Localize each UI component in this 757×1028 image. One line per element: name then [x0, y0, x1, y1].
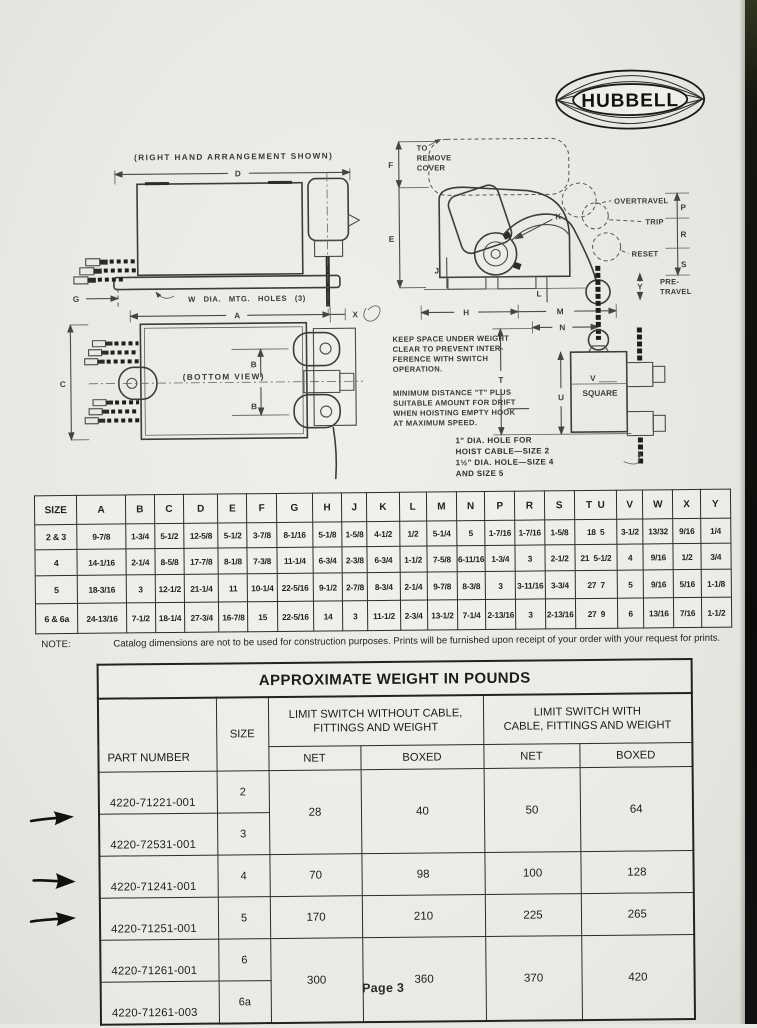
dim-cell: 2-13/16 — [486, 599, 516, 629]
dim-cell: 4 — [617, 544, 643, 570]
dim-cell: 3 — [485, 571, 515, 599]
dim-size-cell: 4 — [35, 549, 78, 575]
dim-cell: 1-1/2 — [399, 546, 426, 572]
dim-col-header: X — [673, 489, 700, 518]
dim-cell: 9/16 — [643, 570, 673, 598]
keep-space-line4: OPERATION. — [393, 364, 443, 373]
part-number: 4220-72531-001 — [99, 813, 217, 856]
dim-cell: 5-1/4 — [426, 521, 456, 546]
dim-cell: 1-1/8 — [701, 569, 732, 597]
dim-cell: 18 5 — [574, 519, 617, 544]
weight-row — [99, 767, 693, 815]
dim-cell: 13/16 — [644, 598, 674, 628]
dim-P: P — [680, 203, 686, 212]
dim-cell: 24-13/16 — [78, 603, 127, 633]
dim-E: E — [389, 235, 395, 244]
size-header: SIZE — [216, 697, 269, 771]
weight-value: 420 — [581, 935, 695, 1021]
dim-cell: 3-7/8 — [247, 522, 276, 547]
size-value: 3 — [217, 813, 269, 855]
dim-cell: 3 — [515, 545, 544, 571]
dim-col-header: E — [218, 494, 247, 523]
dim-col-header: B — [125, 495, 154, 524]
dim-size-cell: 5 — [35, 575, 78, 603]
dim-cell: 2-7/8 — [342, 573, 367, 601]
dim-M: M — [557, 307, 564, 316]
dim-col-header: R — [515, 491, 544, 520]
footnote-text: Catalog dimensions are not to be used for construction purposes. Prints will be furnished upon receipt of your order with your request for prints. — [113, 633, 720, 650]
dim-cell: 2-3/4 — [400, 600, 427, 630]
dim-col-header: M — [426, 492, 456, 521]
square-label: SQUARE — [582, 389, 618, 398]
min-distance-line1: MINIMUM DISTANCE "T" PLUS — [393, 388, 511, 398]
weight-row — [99, 851, 693, 899]
weight-value: 300 — [270, 938, 363, 1023]
dim-cell: 9-1/2 — [313, 573, 342, 601]
dim-cell: 2-1/4 — [400, 572, 427, 600]
dim-cell: 3-3/4 — [545, 571, 575, 599]
dim-col-header: J — [342, 493, 367, 522]
dim-cell: 17-7/8 — [184, 548, 218, 574]
dim-cell: 8-3/8 — [457, 571, 485, 599]
dim-J: J — [434, 266, 439, 275]
dim-cell: 21 5-1/2 — [575, 544, 618, 570]
weight-table — [97, 658, 697, 1026]
dim-cell: 9-7/8 — [77, 524, 126, 549]
dim-cell: 1-5/8 — [544, 520, 574, 545]
hole-note-line2: HOIST CABLE—SIZE 2 — [455, 446, 549, 456]
dim-cell: 1/2 — [399, 521, 426, 546]
dim-col-header: S — [544, 491, 574, 520]
page-number: Page 3 — [5, 977, 757, 998]
dim-K: K — [555, 212, 561, 221]
dim-cell: 21-1/4 — [184, 574, 219, 602]
weight-row — [100, 935, 694, 983]
dim-cell: 2-1/4 — [126, 549, 155, 575]
size-value: 2 — [217, 771, 269, 813]
keep-space-line1: KEEP SPACE UNDER WEIGHT — [392, 334, 509, 344]
dim-cell: 1/4 — [700, 518, 731, 543]
group-with-header — [483, 693, 693, 745]
footnote-label: NOTE: — [41, 639, 113, 651]
footnote — [41, 633, 741, 651]
keep-space-line3: FERENCE WITH SWITCH — [393, 354, 489, 364]
dim-cell: 6-11/16 — [457, 545, 485, 571]
logo-text: HUBBELL — [581, 90, 679, 112]
weight-row — [100, 893, 694, 941]
group-without-header — [268, 695, 483, 747]
part-number: 4220-71251-001 — [100, 897, 218, 940]
size-value: 6a — [219, 981, 271, 1024]
dim-col-header: A — [77, 495, 126, 524]
net-header: NET — [483, 744, 579, 769]
weight-value: 70 — [269, 854, 361, 897]
weight-value: 128 — [580, 851, 693, 894]
dimension-drawings — [24, 115, 744, 500]
dim-cell: 3-11/16 — [516, 571, 545, 599]
margin-arrow-icon — [27, 805, 83, 831]
pretravel-line1: PRE- — [660, 277, 680, 286]
dim-cell: 1-3/4 — [485, 545, 515, 571]
weight-value: 28 — [269, 770, 362, 855]
weight-table-header-row — [98, 693, 693, 748]
dim-cell: 12-5/8 — [184, 523, 218, 548]
dim-size-cell: 6 & 6a — [35, 603, 78, 633]
dim-cell: 10-1/4 — [248, 573, 277, 601]
dim-cell: 7-5/8 — [427, 546, 457, 572]
dim-col-header: N — [456, 491, 484, 520]
dim-V: V — [590, 374, 596, 383]
min-distance-line2: SUITABLE AMOUNT FOR DRIFT — [393, 398, 516, 408]
part-number: 4220-71241-001 — [99, 855, 217, 898]
dim-col-header: G — [276, 493, 313, 522]
weight-value: 64 — [580, 767, 694, 852]
dim-T: T — [498, 376, 503, 385]
pretravel-line2: TRAVEL — [660, 287, 692, 296]
weight-value: 170 — [270, 896, 362, 939]
dim-col-header: W — [643, 490, 673, 519]
dim-cell: 11-1/2 — [368, 600, 401, 630]
dim-cell: 5-1/2 — [155, 523, 184, 548]
margin-arrow-icon — [27, 906, 82, 931]
dim-cell: 15 — [248, 601, 277, 631]
boxed-header: BOXED — [360, 745, 483, 770]
dim-cell: 3 — [516, 599, 545, 629]
dim-cell: 5-1/8 — [313, 522, 342, 547]
dim-cell: 13-1/2 — [427, 600, 457, 630]
dim-cell: 6 — [617, 598, 643, 628]
group-without-line1: LIMIT SWITCH WITHOUT CABLE, — [269, 706, 481, 722]
dim-col-header: L — [399, 492, 426, 521]
dim-cell: 6-3/4 — [367, 546, 399, 572]
dimension-table — [34, 489, 732, 635]
dim-cell: 3/4 — [701, 543, 732, 569]
size-value: 6 — [218, 939, 270, 981]
dim-cell: 2-1/2 — [544, 545, 574, 571]
dim-col-header: D — [183, 494, 218, 523]
bottom-view-caption: (BOTTOM VIEW) — [183, 372, 265, 382]
dim-cell: 27 9 — [575, 598, 618, 628]
dim-cell: 5-1/2 — [218, 523, 247, 548]
weight-value: 360 — [362, 937, 486, 1023]
dim-H: H — [463, 308, 469, 317]
min-distance-line4: AT MAXIMUM SPEED. — [393, 418, 477, 428]
dim-col-header: F — [247, 493, 276, 522]
dim-cell: 16-7/8 — [219, 602, 248, 632]
dim-cell: 18-3/16 — [78, 575, 127, 603]
dim-cell: 5 — [457, 520, 485, 545]
remove-cover-line2: REMOVE — [417, 153, 452, 162]
right-hand-caption: (RIGHT HAND ARRANGEMENT SHOWN) — [134, 151, 333, 162]
dim-row-size-6-6a — [35, 597, 731, 634]
dim-col-header: T U — [574, 490, 617, 519]
hole-note-line1: 1" DIA. HOLE FOR — [455, 436, 532, 446]
group-with-line2: CABLE, FITTINGS AND WEIGHT — [485, 718, 691, 734]
dim-cell: 1-1/2 — [701, 597, 732, 627]
dim-D: D — [235, 169, 241, 178]
weight-value: 100 — [484, 852, 580, 895]
dim-cell: 3 — [126, 575, 155, 603]
dim-S: S — [681, 260, 687, 269]
dim-C: C — [60, 380, 66, 389]
reset-label: RESET — [632, 249, 659, 258]
dim-cell: 9/16 — [673, 518, 700, 543]
dim-cell: 8-1/8 — [218, 548, 247, 574]
part-number-header: PART NUMBER — [98, 698, 217, 773]
dim-size-cell: 2 & 3 — [35, 524, 78, 549]
dim-col-header: SIZE — [34, 495, 77, 524]
remove-cover-line1: TO — [417, 144, 428, 153]
dim-col-header: P — [485, 491, 515, 520]
dim-cell: 7/16 — [674, 597, 701, 627]
dim-X: X — [352, 310, 358, 319]
dim-cell: 9/16 — [643, 544, 673, 570]
dim-cell: 22-5/16 — [277, 601, 314, 631]
dim-cell: 11-1/4 — [277, 547, 313, 573]
dim-A: A — [234, 311, 240, 320]
dim-cell: 8-1/16 — [276, 522, 312, 547]
dim-B-upper: B — [251, 360, 257, 369]
dim-col-header: K — [367, 492, 399, 521]
weight-table-title-row — [98, 659, 692, 699]
hole-note-line3: 1½" DIA. HOLE—SIZE 4 — [456, 457, 554, 467]
dim-L: L — [536, 289, 541, 298]
margin-arrow-icon — [30, 869, 85, 892]
part-number: 4220-71261-003 — [101, 981, 219, 1025]
dim-cell: 14 — [313, 601, 342, 631]
dim-col-header: V — [616, 490, 642, 519]
dim-cell: 7-1/4 — [457, 599, 485, 629]
weight-value: 210 — [362, 895, 485, 938]
dim-G: G — [73, 295, 79, 304]
min-distance-line3: WHEN HOISTING EMPTY HOOK — [393, 408, 516, 418]
dim-cell: 12-1/2 — [155, 574, 184, 602]
dim-cell: 2-3/8 — [342, 547, 367, 573]
part-number: 4220-71261-001 — [100, 939, 218, 982]
dim-cell: 13/32 — [643, 519, 673, 544]
dim-cell: 7-1/2 — [126, 603, 155, 633]
dim-cell: 27 7 — [575, 570, 618, 598]
weight-value: 98 — [361, 853, 484, 896]
weight-value: 50 — [484, 768, 581, 853]
weight-value: 40 — [361, 769, 485, 854]
dim-col-header: Y — [700, 489, 731, 518]
dim-cell: 3-1/2 — [617, 519, 643, 544]
dim-col-header: C — [154, 494, 183, 523]
dim-cell: 3 — [343, 601, 368, 631]
size-value: 4 — [217, 855, 269, 897]
dim-cell: 18-1/4 — [155, 602, 184, 632]
hole-note-line4: AND SIZE 5 — [456, 469, 504, 478]
dim-cell: 1-3/4 — [125, 524, 154, 549]
dim-cell: 1/2 — [673, 543, 700, 569]
part-number: 4220-71221-001 — [99, 771, 217, 814]
weight-value: 370 — [485, 936, 582, 1021]
overtravel-label: OVERTRAVEL — [614, 196, 668, 206]
dim-cell: 5/16 — [674, 569, 701, 597]
size-value: 5 — [218, 897, 270, 939]
dim-cell: 11 — [218, 574, 247, 602]
dim-N: N — [559, 323, 565, 332]
dim-cell: 6-3/4 — [313, 547, 342, 573]
group-without-line2: FITTINGS AND WEIGHT — [270, 720, 482, 736]
weight-value: 225 — [485, 894, 581, 937]
dim-cell: 22-5/16 — [277, 573, 314, 601]
trip-label: TRIP — [645, 217, 664, 226]
dim-cell: 7-3/8 — [247, 547, 276, 573]
dim-cell: 8-3/4 — [368, 572, 400, 600]
mtg-holes-note: W DIA. MTG. HOLES (3) — [188, 294, 306, 304]
dim-cell: 2-13/16 — [545, 599, 575, 629]
keep-space-line2: CLEAR TO PREVENT INTER- — [393, 344, 504, 354]
dim-Y: Y — [637, 282, 643, 291]
weight-value: 265 — [581, 893, 694, 936]
dim-cell: 4-1/2 — [367, 521, 399, 546]
boxed-header: BOXED — [579, 743, 692, 768]
group-with-line1: LIMIT SWITCH WITH — [484, 704, 690, 720]
dim-cell: 14-1/16 — [77, 549, 126, 575]
dim-cell: 5 — [617, 570, 643, 598]
dim-col-header: H — [312, 493, 341, 522]
dim-F: F — [388, 161, 393, 170]
dim-B-lower: B — [251, 402, 257, 411]
dim-R: R — [680, 230, 686, 239]
net-header: NET — [268, 746, 360, 771]
dim-cell: 1-5/8 — [342, 522, 367, 547]
weight-table-title: APPROXIMATE WEIGHT IN POUNDS — [98, 659, 692, 699]
dim-cell: 27-3/4 — [185, 602, 220, 632]
remove-cover-line3: COVER — [417, 163, 446, 172]
dim-cell: 8-5/8 — [155, 548, 184, 574]
dim-cell: 1-7/16 — [485, 520, 515, 545]
dim-cell: 1-7/16 — [515, 520, 544, 545]
dim-cell: 9-7/8 — [427, 572, 457, 600]
dim-U: U — [558, 393, 564, 402]
